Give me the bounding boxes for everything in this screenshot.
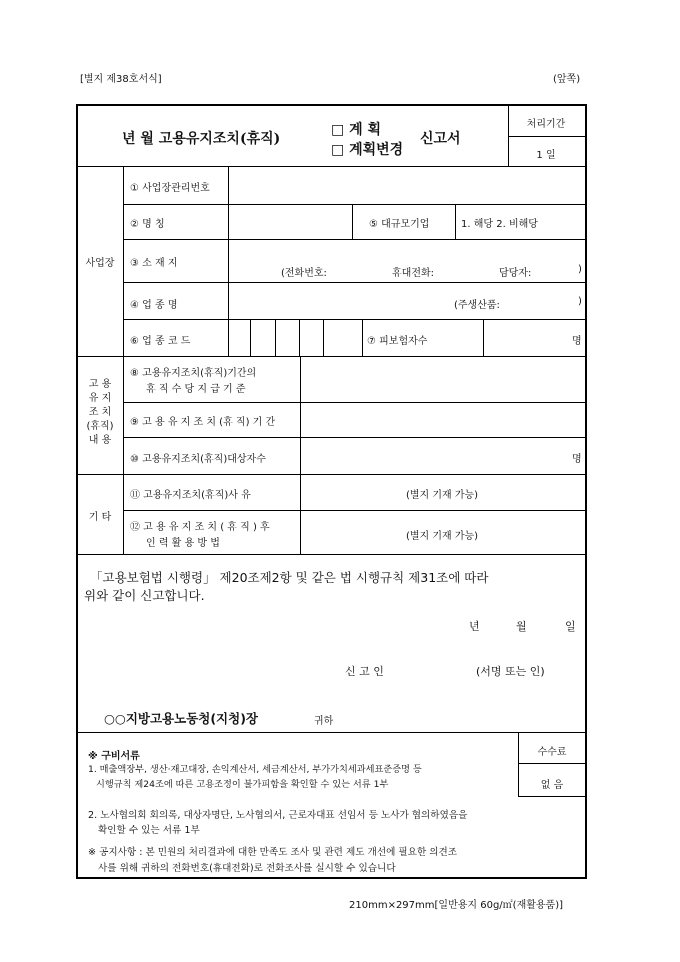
measure-reason-value: (별지 기재 가능) <box>405 490 479 501</box>
form-number: [별지 제38호서식] <box>80 74 162 85</box>
fee-label: 수수료 <box>537 747 567 758</box>
declaration-text-2: 위와 같이 신고합니다. <box>84 588 205 603</box>
document-item-1-line-2: 시행규칙 제24조에 따른 고용조정이 불가피함을 확인할 수 있는 서류 1부 <box>96 779 389 790</box>
plan-change-checkbox[interactable]: □ 계획변경 <box>331 142 404 158</box>
target-count-label: ⑩ 고용유지조치(휴직)대상자수 <box>130 454 266 465</box>
staffing-plan-label-2: 인 력 활 용 방 법 <box>146 538 220 549</box>
main-product-close: ) <box>578 296 582 307</box>
document-item-2-line-1: 2. 노사협의회 회의록, 대상자명단, 노사협의서, 근로자대표 선임서 등 노사가 협의하였음을 <box>88 810 468 821</box>
large-company-options[interactable]: 1. 해당 2. 비해당 <box>461 219 538 230</box>
page-side-label: (앞쪽) <box>553 74 581 85</box>
target-count-unit: 명 <box>572 454 582 465</box>
workplace-name-label: ② 명 칭 <box>130 219 165 230</box>
allowance-criteria-label-1: ⑧ 고용유지조치(휴직)기간의 <box>130 368 257 379</box>
staffing-plan-label-1: ⑫ 고 용 유 지 조 치 ( 휴 직 ) 후 <box>130 522 270 533</box>
reporter-label: 신 고 인 <box>345 665 384 678</box>
notice-line-1: ※ 공지사항 : 본 민원의 처리결과에 대한 만족도 조사 및 관련 제도 개선에 필요한 의견조 <box>88 847 458 858</box>
measure-period-label: ⑨ 고 용 유 지 조 치 (휴 직) 기 간 <box>130 417 276 428</box>
processing-period-value: 1 일 <box>536 150 556 161</box>
insured-count-label: ⑦ 피보험자수 <box>367 336 428 347</box>
form-title-suffix: 신고서 <box>420 131 461 147</box>
date-month: 월 <box>516 620 527 633</box>
documents-heading: ※ 구비서류 <box>88 751 140 762</box>
measure-section-label: 고 용 유 지 조 치 (휴직) 내 용 <box>86 379 114 446</box>
measure-reason-label: ⑪ 고용유지조치(휴직)사 유 <box>130 490 251 501</box>
report-form <box>76 104 587 879</box>
business-type-label: ④ 업 종 명 <box>130 300 178 311</box>
workplace-reg-no-label: ① 사업장관리번호 <box>130 183 210 194</box>
fee-value: 없 음 <box>540 780 564 791</box>
business-code-label: ⑥ 업 종 코 드 <box>130 336 191 347</box>
staffing-plan-value: (별지 기재 가능) <box>405 531 479 542</box>
insured-count-unit: 명 <box>572 336 582 347</box>
declaration-text-1: 「고용보험법 시행령」 제20조제2항 및 같은 법 시행규칙 제31조에 따라 <box>90 570 489 585</box>
large-company-label: ⑤ 대규모기업 <box>369 219 430 230</box>
notice-line-2: 사를 위해 귀하의 전화번호(휴대전화)로 전화조사를 실시할 수 있습니다 <box>98 863 396 874</box>
phone-label: (전화번호: <box>281 268 327 279</box>
recipient-label: ○○지방고용노동청(지청)장 <box>104 711 258 726</box>
mobile-label: 휴대전화: <box>392 268 435 279</box>
date-year: 년 <box>469 620 480 633</box>
signature-label: (서명 또는 인) <box>476 665 545 678</box>
other-section-label: 기 타 <box>88 512 112 523</box>
date-day: 일 <box>565 620 576 633</box>
processing-period-label: 처리기간 <box>526 119 566 130</box>
main-product-label: (주생산품: <box>454 300 500 311</box>
allowance-criteria-label-2: 휴 직 수 당 지 급 기 준 <box>146 384 246 395</box>
manager-label: 담당자: <box>499 268 532 279</box>
document-item-2-line-2: 확인할 수 있는 서류 1부 <box>98 825 200 836</box>
paper-spec: 210mm×297mm[일반용지 60g/㎡(재활용품)] <box>349 900 564 911</box>
recipient-honorific: 귀하 <box>314 716 334 727</box>
document-item-1-line-1: 1. 매출액장부, 생산·재고대장, 손익계산서, 세금계산서, 부가가치세과세표준증명 등 <box>88 764 422 775</box>
form-title: 년 월 고용유지조치(휴직) <box>122 131 281 147</box>
plan-checkbox[interactable]: □ 계 획 <box>331 122 382 138</box>
address-label: ③ 소 재 지 <box>130 258 178 269</box>
workplace-section-label: 사업장 <box>85 258 115 269</box>
manager-close: ) <box>578 264 582 275</box>
